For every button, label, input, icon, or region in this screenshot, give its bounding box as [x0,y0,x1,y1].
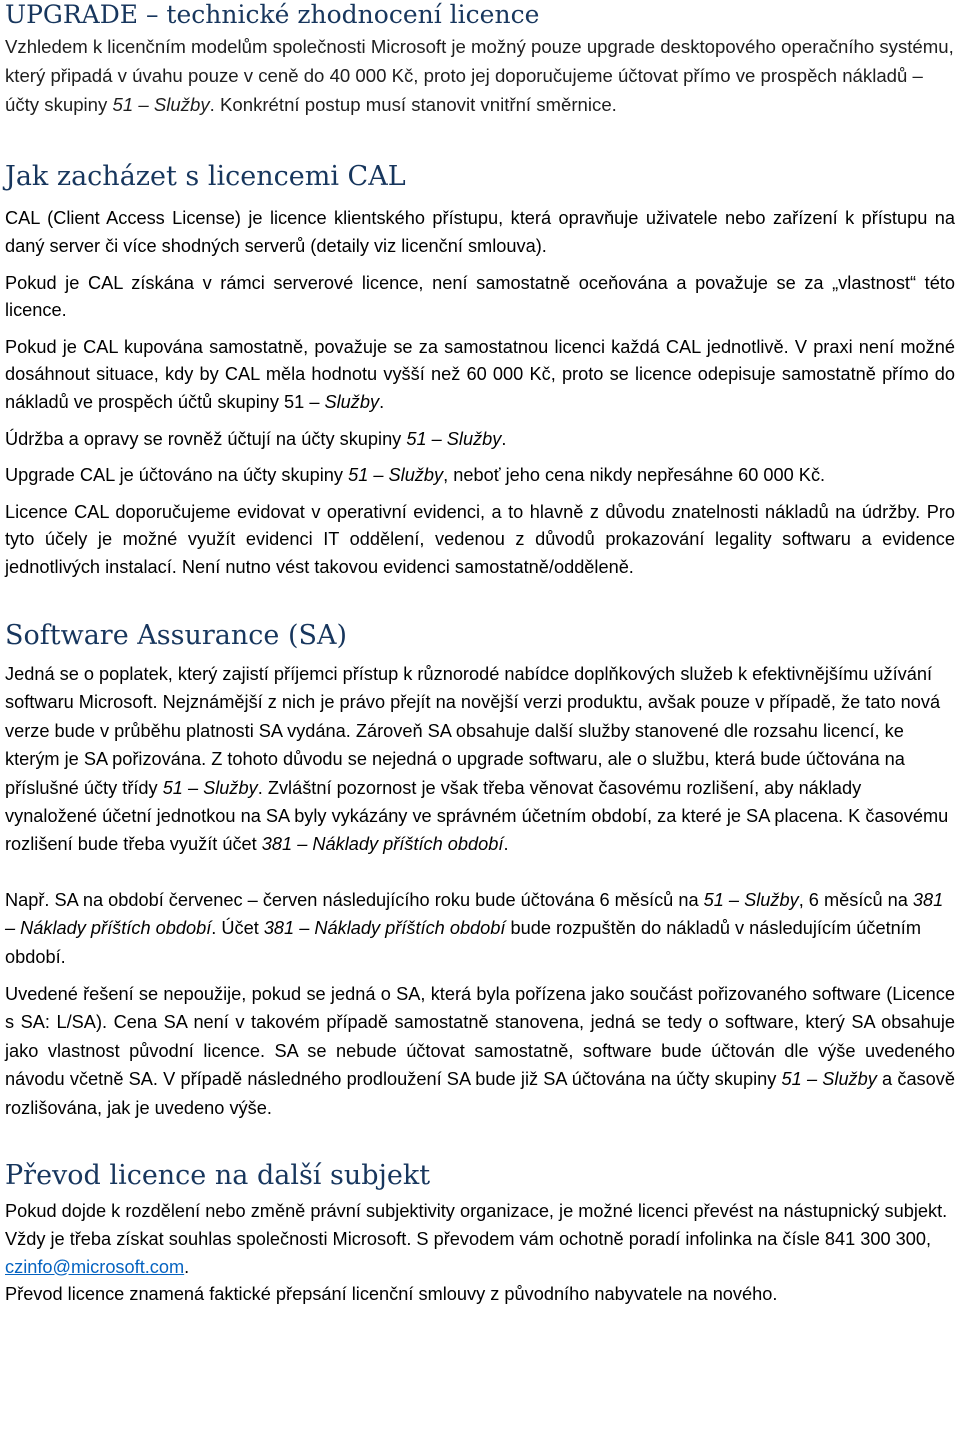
sa-paragraph-2: Např. SA na období červenec – červen následujícího roku bude účtována 6 měsíců na 51 – Služby, 6 měsíců na 381 – Náklady příštích období. Účet 381 – Náklady příštích období bude rozpuštěn do nákladů v následujícím účetním období. [5,889,944,967]
upgrade-paragraph: Vzhledem k licenčním modelům společnosti Microsoft je možný pouze upgrade desktopového operačního systému, který připadá v úvahu pouze v ceně do 40 000 Kč, proto jej doporučujeme účtovat přímo ve prospěch nákladů – účty skupiny 51 – Služby. Konkrétní postup musí stanovit vnitřní směrnice. [5,36,954,115]
cal-paragraph-1: CAL (Client Access License) je licence klientského přístupu, která opravňuje uživatele nebo zařízení k přístupu na daný server či více shodných serverů (detaily viz licenční smlouva). [5,208,955,256]
cal-paragraph-4: Údržba a opravy se rovněž účtují na účty skupiny 51 – Služby. [5,428,507,449]
upgrade-heading: UPGRADE – technické zhodnocení licence [5,0,540,29]
cal-paragraph-5: Upgrade CAL je účtováno na účty skupiny 51 – Služby, neboť jeho cena nikdy nepřesáhne 60 000 Kč. [5,465,826,486]
email-link[interactable]: czinfo@microsoft.com [5,1256,185,1277]
sa-paragraph-1: Jedná se o poplatek, který zajistí příjemci přístup k různorodé nabídce doplňkových služeb k efektivnějšímu užívání softwaru Microsoft. Nejznámější z nich je právo přejít na novější verzi produktu, avšak pouze v případě, že tato nová verze bude v průběhu platnosti SA vydána. Zároveň SA obsahuje další služby stanovené dle rozsahu licencí, ke kterým je SA pořizována. Z tohoto důvodu se nejedná o upgrade softwaru, ale o službu, která bude účtována na příslušné účty třídy 51 – Služby. Zvláštní pozornost je však třeba věnovat časovému rozlišení, aby náklady vynaložené účetní jednotkou na SA byly vykázány ve správném účetním období, za které je SA placena. K časovému rozlišení bude třeba využít účet 381 – Náklady příštích období. [5,663,949,855]
transfer-heading: Převod licence na další subjekt [5,1160,431,1191]
sa-heading: Software Assurance (SA) [5,619,348,651]
cal-paragraph-6: Licence CAL doporučujeme evidovat v operativní evidenci, a to hlavně z důvodu znatelnosti nákladů na údržby. Pro tyto účely je možné využít evidenci IT oddělení, vedenou z důvodů prokazování legality softwaru a evidence jednotlivých instalací. Není nutno vést takovou evidenci samostatně/odděleně. [5,501,955,577]
cal-paragraph-3: Pokud je CAL kupována samostatně, považuje se za samostatnou licenci každá CAL jednotlivě. V praxi není možné dosáhnout situace, kdy by CAL měla hodnotu vyšší než 60 000 Kč, proto se licence odepisuje samostatně přímo do nákladů ve prospěch účtů skupiny 51 – Služby. [5,336,955,412]
cal-heading: Jak zacházet s licencemi CAL [5,161,406,192]
cal-paragraph-2: Pokud je CAL získána v rámci serverové licence, není samostatně oceňována a považuje se za „vlastnost“ této licence. [5,272,955,321]
transfer-paragraph-1: Pokud dojde k rozdělení nebo změně právní subjektivity organizace, je možné licenci převést na nástupnický subjekt. Vždy je třeba získat souhlas společnosti Microsoft. S převodem vám ochotně poradí infolinka na čísle 841 300 300, czinfo@microsoft.com. [5,1201,948,1277]
sa-paragraph-3: Uvedené řešení se nepoužije, pokud se jedná o SA, která byla pořízena jako součást pořizovaného software (Licence s SA: L/SA). Cena SA není v takovém případě samostatně stanovena, jedná se tedy o software, který SA obsahuje jako vlastnost původní licence. SA se nebude účtovat samostatně, software bude účtován dle výše uvedeného návodu včetně SA. V případě následného prodloužení SA bude již SA účtována na účty skupiny 51 – Služby a časově rozlišována, jak je uvedeno výše. [5,983,955,1118]
transfer-paragraph-2: Převod licence znamená faktické přepsání licenční smlouvy z původního nabyvatele na nového. [5,1284,778,1305]
